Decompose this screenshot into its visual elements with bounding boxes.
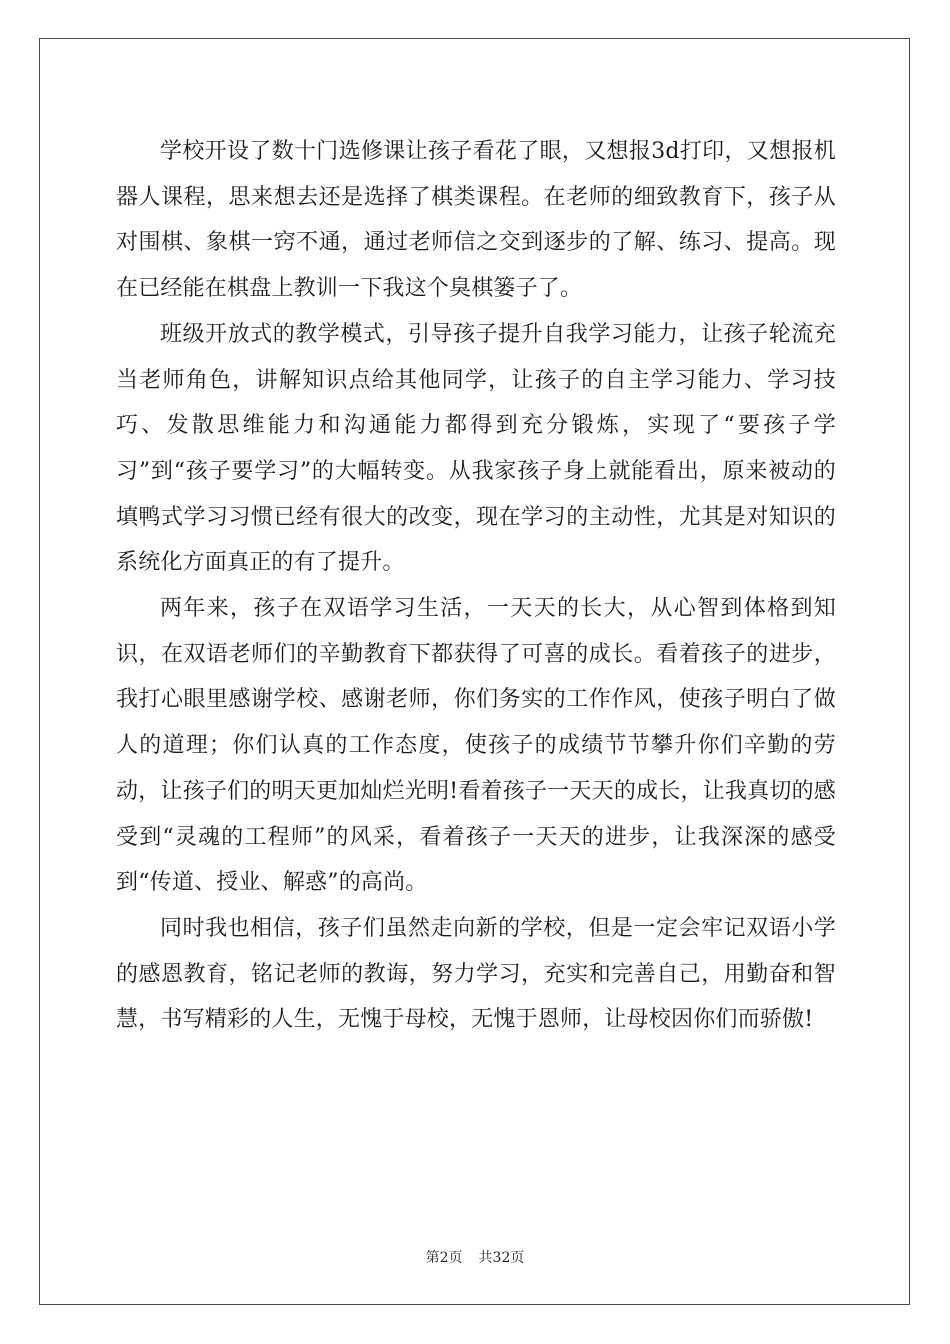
paragraph-3: 两年来，孩子在双语学习生活，一天天的长大，从心智到体格到知识，在双语老师们的辛勤教育下都获得了可喜的成长。看着孩子的进步，我打心眼里感谢学校、感谢老师，你们务实的工作作风，使孩子明白了做人的道理；你们认真的工作态度，使孩子的成绩节节攀升你们辛勤的劳动，让孩子们的明天更加灿烂光明!看着孩子一天天的成长，让我真切的感受到“灵魂的工程师”的风采，看着孩子一天天的进步，让我深深的感受到“传道、授业、解惑”的高尚。 (116, 596, 836, 896)
paragraph-4: 同时我也相信，孩子们虽然走向新的学校，但是一定会牢记双语小学的感恩教育，铭记老师的教诲，努力学习，充实和完善自己，用勤奋和智慧，书写精彩的人生，无愧于母校，无愧于恩师，让母校因你们而骄傲! (116, 915, 836, 1033)
paragraph-1: 学校开设了数十门选修课让孩子看花了眼，又想报3d打印，又想报机器人课程，思来想去还是选择了棋类课程。在老师的细致教育下，孩子从对围棋、象棋一窍不通，通过老师信之交到逐步的了解、练习、提高。现在已经能在棋盘上教训一下我这个臭棋篓子了。 (116, 139, 836, 302)
page-total: 共32页 (478, 1250, 525, 1266)
page-footer (0, 1247, 950, 1267)
paragraph-2: 班级开放式的教学模式，引导孩子提升自我学习能力，让孩子轮流充当老师角色，讲解知识点给其他同学，让孩子的自主学习能力、学习技巧、发散思维能力和沟通能力都得到充分锻炼，实现了“要孩子学习”到“孩子要学习”的大幅转变。从我家孩子身上就能看出，原来被动的填鸭式学习习惯已经有很大的改变，现在学习的主动性，尤其是对知识的系统化方面真正的有了提升。 (116, 321, 836, 576)
document-body (116, 129, 836, 1043)
page-number: 第2页 (425, 1250, 463, 1266)
